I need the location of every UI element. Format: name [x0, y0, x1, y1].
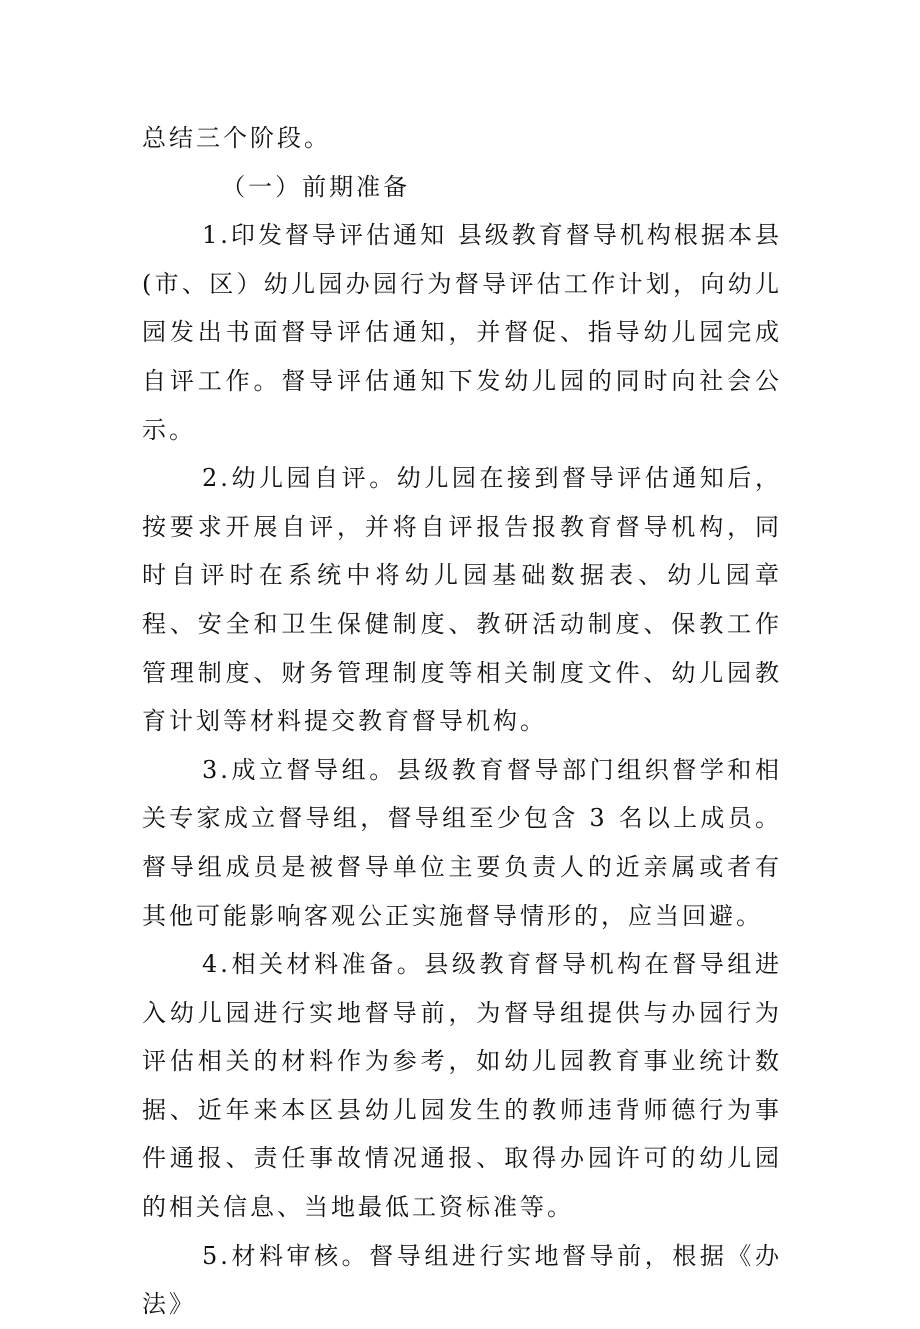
- paragraph-item-4: 4.相关材料准备。县级教育督导机构在督导组进入幼儿园进行实地督导前，为督导组提供与办园行为评估相关的材料作为参考，如幼儿园教育事业统计数据、近年来本区县幼儿园发生的教师违背师德行为事件通报、责任事故情况通报、取得办园许可的幼儿园的相关信息、当地最低工资标准等。: [142, 950, 782, 1222]
- paragraph-item-5: 5.材料审核。督导组进行实地督导前，根据《办法》: [142, 1241, 782, 1319]
- document-body: [142, 114, 782, 1329]
- paragraph-item-1: 1.印发督导评估通知 县级教育督导机构根据本县(市、区）幼儿园办园行为督导评估工作计划，向幼儿园发出书面督导评估通知，并督促、指导幼儿园完成自评工作。督导评估通知下发幼儿园的同时向社会公示。: [142, 221, 782, 444]
- paragraph-item-3: 3.成立督导组。县级教育督导部门组织督学和相关专家成立督导组，督导组至少包含 3 名以上成员。督导组成员是被督导单位主要负责人的近亲属或者有其他可能影响客观公正实施督导情形的，应当回避。: [142, 755, 782, 930]
- section-heading-preparation: （一）前期准备: [221, 172, 411, 201]
- paragraph-item-2: 2.幼儿园自评。幼儿园在接到督导评估通知后，按要求开展自评，并将自评报告报教育督导机构，同时自评时在系统中将幼儿园基础数据表、幼儿园章程、安全和卫生保健制度、教研活动制度、保教工作管理制度、财务管理制度等相关制度文件、幼儿园教育计划等材料提交教育督导机构。: [142, 464, 782, 736]
- paragraph-stage-summary: 总结三个阶段。: [142, 124, 331, 152]
